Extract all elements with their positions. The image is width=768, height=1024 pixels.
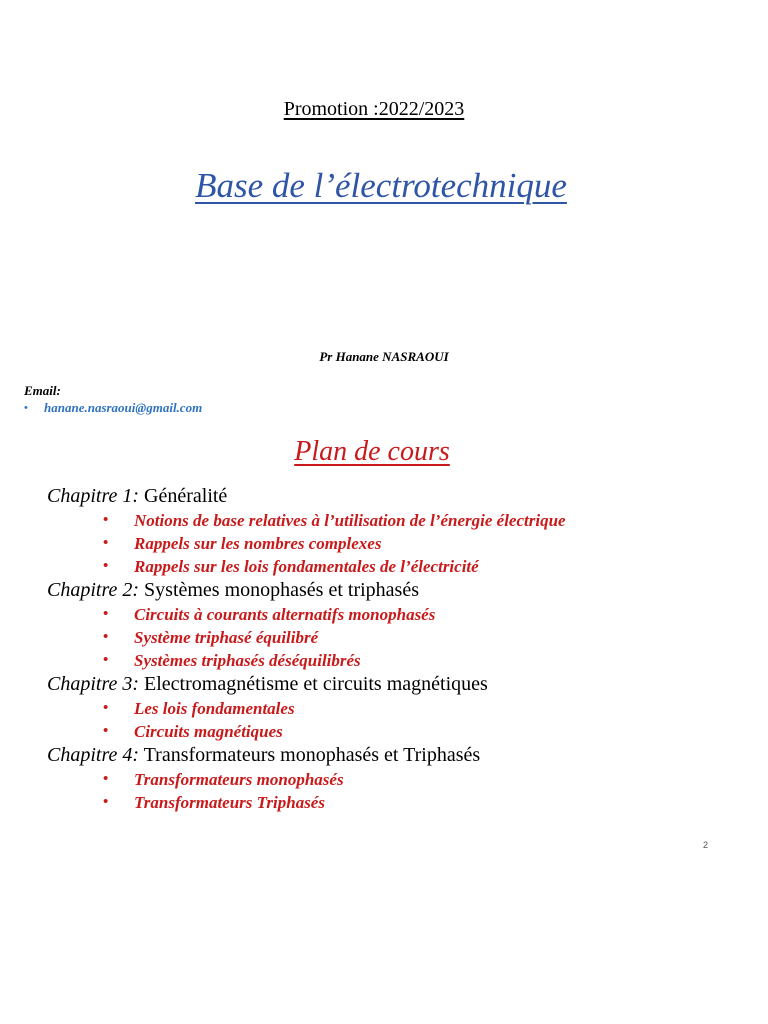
- chapter-1: [47, 484, 747, 578]
- bullet-icon: •: [103, 771, 109, 787]
- chapter-title: Transformateurs monophasés et Triphasés: [143, 744, 481, 766]
- course-outline: [47, 484, 747, 814]
- bullet-icon: •: [103, 652, 109, 668]
- chapter-heading: [47, 672, 747, 697]
- bullet-icon: •: [103, 558, 109, 574]
- page-number: 2: [703, 840, 709, 850]
- chapter-heading: [47, 578, 747, 603]
- email-row: [24, 400, 202, 416]
- list-item: [47, 768, 747, 791]
- list-item-text: Circuits à courants alternatifs monophasés: [134, 605, 436, 624]
- list-item-text: Systèmes triphasés déséquilibrés: [134, 651, 361, 670]
- chapter-number: Chapitre 4:: [47, 744, 140, 766]
- bullet-icon: •: [103, 629, 109, 645]
- email-label: Email:: [24, 383, 61, 398]
- bullet-icon: •: [103, 606, 109, 622]
- chapter-number: Chapitre 2:: [47, 579, 140, 601]
- chapter-number: Chapitre 3:: [47, 673, 140, 695]
- bullet-icon: •: [103, 512, 109, 528]
- chapter-title: Electromagnétisme et circuits magnétiques: [144, 673, 488, 695]
- course-title: Base de l’électrotechnique: [195, 166, 567, 205]
- list-item-text: Rappels sur les lois fondamentales de l’électricité: [134, 557, 479, 576]
- list-item: [47, 626, 747, 649]
- list-item-text: Transformateurs monophasés: [134, 770, 344, 789]
- list-item-text: Système triphasé équilibré: [134, 628, 319, 647]
- chapter-items: [47, 509, 747, 578]
- list-item-text: Les lois fondamentales: [134, 699, 295, 718]
- chapter-heading: [47, 743, 747, 768]
- list-item: [47, 603, 747, 626]
- chapter-items: [47, 697, 747, 743]
- list-item: [47, 697, 747, 720]
- chapter-number: Chapitre 1:: [47, 485, 140, 507]
- chapter-4: [47, 743, 747, 814]
- bullet-icon: •: [103, 723, 109, 739]
- list-item-text: Rappels sur les nombres complexes: [134, 534, 382, 553]
- list-item: [47, 791, 747, 814]
- list-item: [47, 532, 747, 555]
- chapter-2: [47, 578, 747, 672]
- bullet-icon: •: [103, 700, 109, 716]
- list-item-text: Transformateurs Triphasés: [134, 793, 325, 812]
- chapter-title: Généralité: [144, 485, 228, 507]
- author-name: Pr Hanane NASRAOUI: [319, 349, 449, 364]
- plan-title: Plan de cours: [294, 436, 450, 467]
- bullet-icon: •: [103, 794, 109, 810]
- chapter-title: Systèmes monophasés et triphasés: [144, 579, 419, 601]
- list-item: [47, 509, 747, 532]
- chapter-heading: [47, 484, 747, 509]
- list-item-text: Notions de base relatives à l’utilisation de l’énergie électrique: [134, 511, 566, 530]
- list-item: [47, 649, 747, 672]
- promotion-heading: Promotion :2022/2023: [283, 98, 465, 120]
- list-item: [47, 720, 747, 743]
- list-item: [47, 555, 747, 578]
- chapter-items: [47, 603, 747, 672]
- email-address[interactable]: hanane.nasraoui@gmail.com: [44, 400, 203, 415]
- bullet-icon: •: [24, 402, 28, 414]
- chapter-3: [47, 672, 747, 743]
- chapter-items: [47, 768, 747, 814]
- list-item-text: Circuits magnétiques: [134, 722, 283, 741]
- bullet-icon: •: [103, 535, 109, 551]
